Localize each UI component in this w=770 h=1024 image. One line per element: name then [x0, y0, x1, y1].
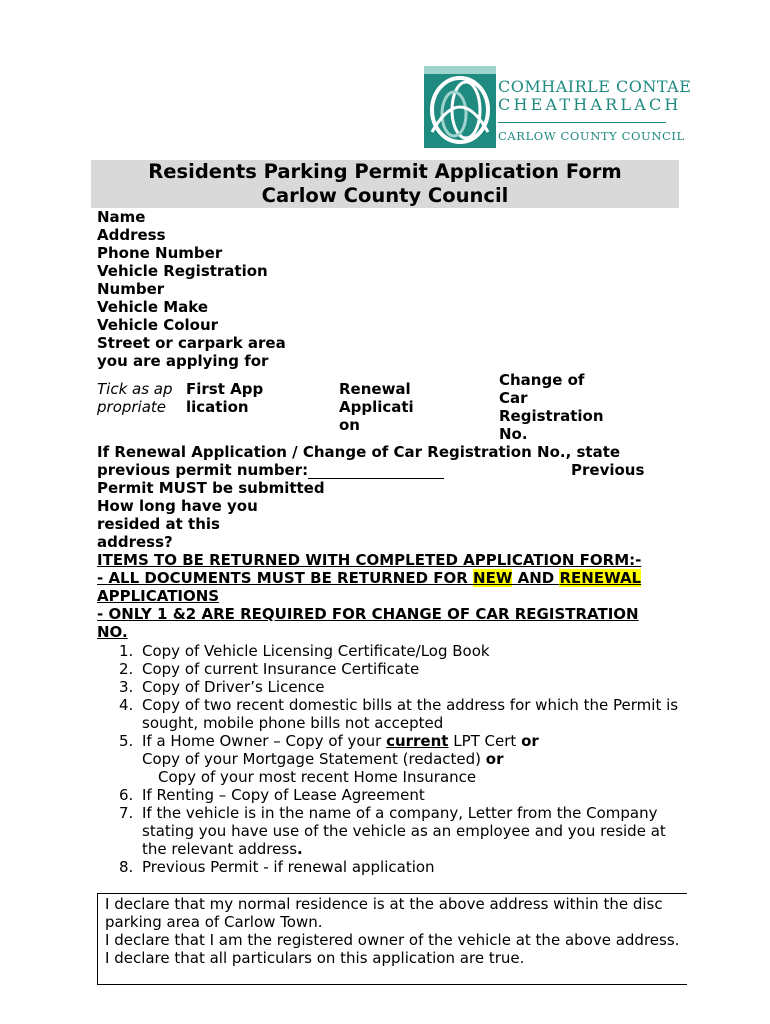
lpt-cert-text: LPT Cert [448, 732, 522, 750]
list-item [97, 678, 687, 696]
items-and-text: AND [512, 569, 560, 587]
field-registration-label: Vehicle Registration Number [97, 262, 268, 298]
list-number: 5. [119, 732, 134, 750]
field-street-label: Street or carpark area you are applying for [97, 334, 286, 370]
home-owner-text: If a Home Owner – Copy of your [142, 732, 387, 750]
list-item-text: Copy of current Insurance Certificate [142, 660, 420, 678]
list-item [97, 696, 687, 732]
or-emphasis: or [521, 732, 539, 750]
tick-instruction: Tick as appropriate [97, 380, 173, 416]
items-applications-text: APPLICATIONS [97, 587, 220, 605]
form-title-line2: Carlow County Council [261, 183, 509, 207]
declaration-particulars: I declare that all particulars on this application are true. [105, 949, 525, 967]
council-name-english: CARLOW COUNTY COUNCIL [498, 129, 685, 143]
home-insurance-text: Copy of your most recent Home Insurance [158, 768, 477, 786]
field-make-label: Vehicle Make [97, 298, 209, 316]
items-all-text: ALL DOCUMENTS MUST BE RETURNED FOR [108, 569, 474, 587]
list-number: 7. [119, 804, 134, 822]
option-renewal-application[interactable]: Renewal Application [339, 380, 414, 434]
council-name [498, 78, 691, 143]
previous-permit-number-field[interactable] [308, 462, 444, 479]
list-item [97, 858, 687, 876]
items-renewal-highlight: RENEWAL [559, 569, 642, 587]
required-documents-list [97, 642, 687, 876]
field-address-label: Address [97, 226, 166, 244]
list-item-text: Copy of Vehicle Licensing Certificate/Log Book [142, 642, 490, 660]
or-emphasis: or [485, 750, 504, 768]
logo-divider [498, 122, 666, 123]
list-item-text: Copy of two recent domestic bills at the address for which the Permit is sought, mobile phone bills not accepted [142, 696, 679, 732]
list-number: 1. [119, 642, 134, 660]
list-item-text: If Renting – Copy of Lease Agreement [142, 786, 425, 804]
list-number: 8. [119, 858, 134, 876]
current-emphasis: current [386, 732, 449, 750]
items-heading [97, 551, 667, 641]
list-item-text: Copy of Driver’s Licence [142, 678, 325, 696]
option-change-registration[interactable]: Change of Car Registration No. [499, 371, 604, 443]
list-item [97, 642, 687, 660]
items-heading-title: ITEMS TO BE RETURNED WITH COMPLETED APPLICATION FORM:- [97, 551, 642, 569]
renewal-note-submit: Permit MUST be submitted [97, 479, 325, 497]
residence-duration-label: How long have you resided at this address? [97, 497, 258, 551]
council-crest-icon [420, 62, 500, 152]
list-item-text [142, 732, 687, 750]
form-title-line1: Residents Parking Permit Application Form [148, 160, 622, 183]
list-item [97, 786, 687, 804]
list-item-text [142, 750, 687, 768]
council-name-irish-line1: COMHAIRLE CONTAE [498, 77, 692, 96]
list-item-text: Previous Permit - if renewal application [142, 858, 435, 876]
declaration-box [97, 893, 687, 985]
option-first-application[interactable]: First Application [186, 380, 264, 416]
items-dash: - [97, 569, 109, 587]
items-all-documents [97, 569, 667, 605]
mortgage-text: Copy of your Mortgage Statement (redacted) [142, 750, 486, 768]
renewal-note-text: If Renewal Application / Change of Car Registration No., state previous permit number: [97, 443, 621, 479]
applicant-fields [97, 208, 337, 370]
renewal-note [97, 443, 657, 551]
list-item [97, 660, 687, 678]
field-colour-label: Vehicle Colour [97, 316, 219, 334]
items-new-highlight: NEW [473, 569, 513, 587]
list-number: 2. [119, 660, 134, 678]
declaration-owner: I declare that I am the registered owner of the vehicle at the above address. [105, 931, 680, 949]
field-name-label: Name [97, 208, 146, 226]
list-item-period: . [297, 840, 303, 858]
list-number: 3. [119, 678, 134, 696]
council-name-irish-line2: CHEATHARLACH [498, 95, 682, 114]
form-title [91, 160, 679, 208]
field-phone-label: Phone Number [97, 244, 223, 262]
list-item-text: If the vehicle is in the name of a company, Letter from the Company stating you have use of the vehicle as an employee and you reside at the relevant address [142, 804, 666, 858]
renewal-note-previous: Previous [571, 461, 645, 479]
declaration-residence: I declare that my normal residence is at the above address within the disc parking area of Carlow Town. [105, 895, 663, 931]
list-item [97, 804, 687, 858]
list-number: 4. [119, 696, 134, 714]
items-only-note: - ONLY 1 &2 ARE REQUIRED FOR CHANGE OF CAR REGISTRATION NO. [97, 605, 639, 641]
list-number: 6. [119, 786, 134, 804]
list-item [97, 732, 687, 786]
